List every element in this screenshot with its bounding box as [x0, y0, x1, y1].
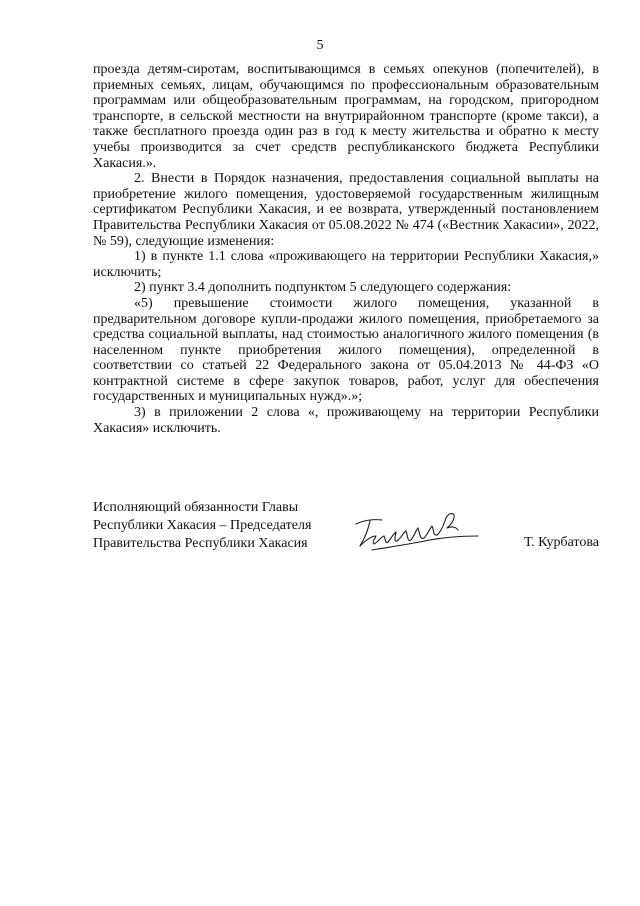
paragraph-subitem-1: 1) в пункте 1.1 слова «проживающего на территории Республики Хакасия,» исключить;: [93, 249, 599, 280]
paragraph-quoted-subpoint-5: «5) превышение стоимости жилого помещения, указанной в предварительном договоре купли-продажи жилого помещения, приобретаемого за средства социальной выплаты, над стоимостью аналогичного жилого помещения (в населенном пункте приобретения жилого помещения), определенной в соответствии со статьей 22 Федерального закона от 05.04.2013 № 44-ФЗ «О контрактной системе в сфере закупок товаров, работ, услуг для обеспечения государственных и муниципальных нужд».»;: [93, 295, 599, 405]
signatory-title-line: Республики Хакасия – Председателя: [93, 517, 312, 533]
signer-name: Т. Курбатова: [524, 535, 599, 550]
signatory-title: [93, 499, 353, 552]
document-body: [93, 62, 599, 436]
paragraph-subitem-3: 3) в приложении 2 слова «, проживающему на территории Республики Хакасия» исключить.: [93, 405, 599, 436]
signatory-title-line: Исполняющий обязанности Главы: [93, 500, 299, 515]
paragraph-subitem-2: 2) пункт 3.4 дополнить подпунктом 5 следующего содержания:: [134, 280, 512, 296]
handwritten-signature: [350, 506, 482, 554]
paragraph-item-2: 2. Внести в Порядок назначения, предоставления социальной выплаты на приобретение жилого помещения, удостоверяемой государственным жилищным сертификатом Республики Хакасия, и ее возврата, утвержденный постановлением Правительства Республики Хакасия от 05.08.2022 № 474 («Вестник Хакасии», 2022, № 59), следующие изменения:: [93, 171, 599, 249]
paragraph-continuation: проезда детям-сиротам, воспитывающимся в семьях опекунов (попечителей), в приемных семьях, лицам, обучающимся по профессиональным образовательным программам или общеобразовательным программам, на городском, пригородном транспорте, в сельской местности на внутрирайонном транспорте (кроме такси), а также бесплатного проезда один раз в год к месту жительства и обратно к месту учебы производится за счет средств республиканского бюджета Республики Хакасия.».: [93, 62, 599, 171]
page-number: 5: [316, 38, 324, 53]
signatory-title-line: Правительства Республики Хакасия: [93, 535, 308, 551]
